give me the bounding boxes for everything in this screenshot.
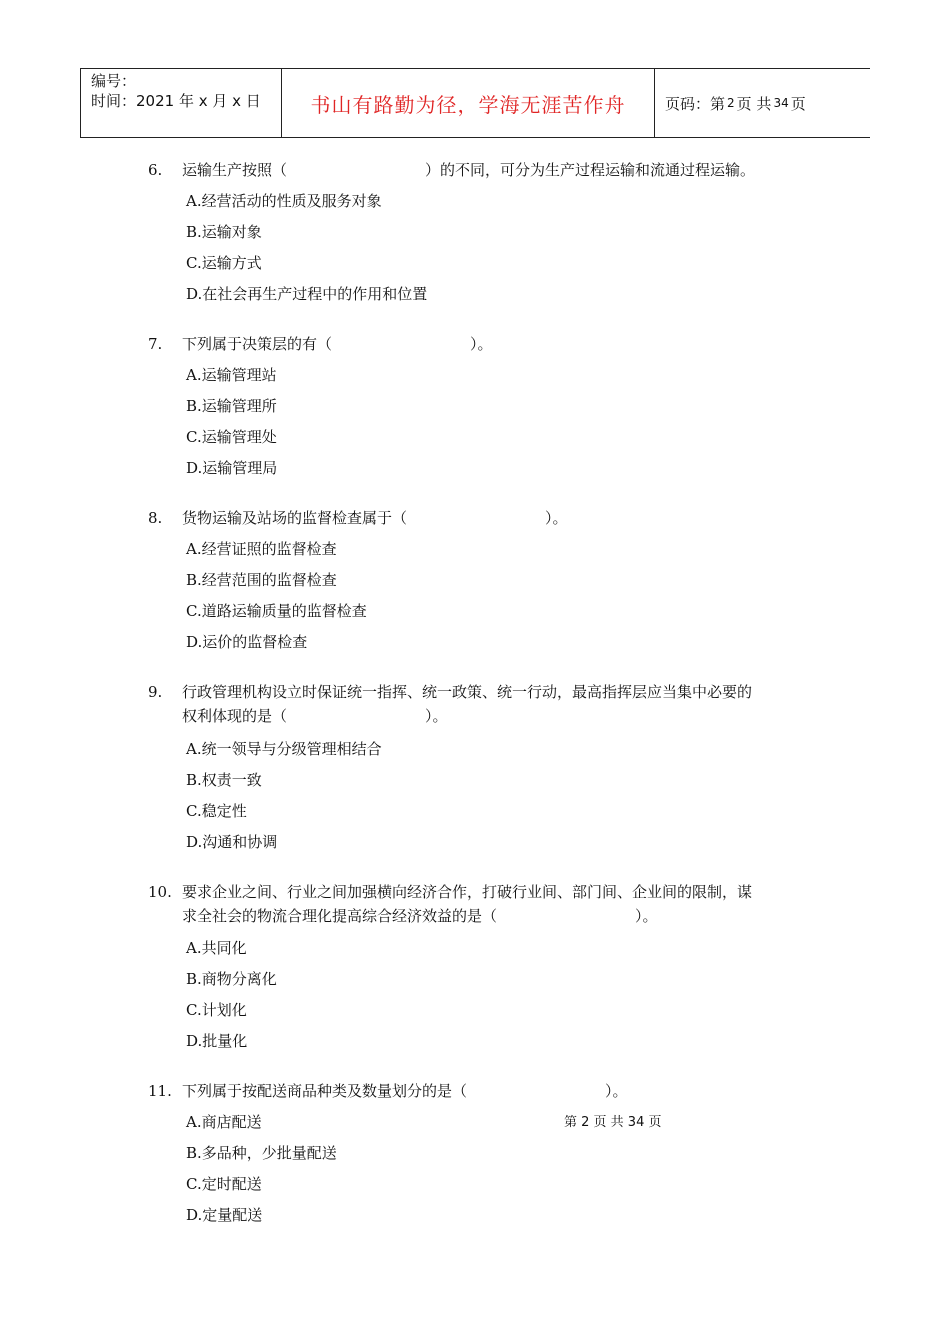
page-header: [80, 68, 870, 138]
question-number: 11.: [148, 1082, 172, 1100]
option-d: [186, 457, 277, 479]
option-c: [186, 252, 262, 274]
option-letter: C.: [186, 1175, 202, 1193]
question-7: [148, 332, 828, 356]
time-label: 时间：2021 年 x 月 x 日: [91, 92, 261, 110]
question-text: 行政管理机构设立时保证统一指挥、统一政策、统一行动，最高指挥层应当集中必要的 权利体现的是（ ）。: [182, 683, 753, 725]
question-number: 10.: [148, 883, 172, 901]
code-label: 编号：: [91, 72, 137, 90]
option-letter: A.: [186, 740, 202, 758]
option-b: [186, 1142, 337, 1164]
option-letter: C.: [186, 802, 202, 820]
option-text: 定时配送: [201, 1175, 262, 1193]
motto: 书山有路勤为径，学海无涯苦作舟: [310, 92, 626, 117]
option-b: [186, 569, 337, 591]
header-motto-cell: [282, 69, 655, 137]
option-text: 经营范围的监督检查: [201, 571, 337, 589]
option-c: [186, 999, 247, 1021]
option-b: [186, 221, 262, 243]
option-d: [186, 831, 277, 853]
header-page-cell: [655, 69, 870, 137]
option-text: 计划化: [201, 1001, 247, 1019]
option-text: 运输管理所: [201, 397, 277, 415]
question-text: 运输生产按照（ ）的不同，可分为生产过程运输和流通过程运输。: [182, 161, 756, 179]
option-letter: D.: [186, 1032, 203, 1050]
page-prefix: 页码：第: [665, 94, 726, 113]
option-text: 运输对象: [201, 223, 262, 241]
question-10: [148, 880, 828, 928]
option-a: [186, 937, 247, 959]
option-text: 沟通和协调: [202, 833, 278, 851]
option-a: [186, 738, 382, 760]
option-letter: D.: [186, 1206, 203, 1224]
option-text: 批量化: [202, 1032, 248, 1050]
option-a: [186, 1111, 262, 1133]
option-text: 权责一致: [201, 771, 262, 789]
page-number: 2: [727, 96, 735, 110]
option-letter: D.: [186, 633, 203, 651]
option-letter: A.: [186, 540, 202, 558]
question-number: 8.: [148, 509, 163, 527]
question-text: 下列属于决策层的有（ ）。: [182, 335, 493, 353]
option-d: [186, 283, 427, 305]
question-number: 6.: [148, 161, 163, 179]
option-a: [186, 538, 337, 560]
option-d: [186, 631, 307, 653]
option-letter: B.: [186, 397, 202, 415]
option-a: [186, 190, 382, 212]
option-d: [186, 1030, 247, 1052]
option-text: 运价的监督检查: [202, 633, 308, 651]
option-letter: A.: [186, 192, 202, 210]
question-6: [148, 158, 828, 182]
option-text: 经营证照的监督检查: [201, 540, 337, 558]
option-text: 商店配送: [201, 1113, 262, 1131]
option-letter: B.: [186, 223, 202, 241]
option-text: 经营活动的性质及服务对象: [201, 192, 382, 210]
option-letter: A.: [186, 366, 202, 384]
page-total: 34: [773, 96, 789, 110]
option-letter: B.: [186, 970, 202, 988]
question-text: 货物运输及站场的监督检查属于（ ）。: [182, 509, 568, 527]
option-b: [186, 769, 262, 791]
option-text: 稳定性: [201, 802, 247, 820]
option-c: [186, 426, 277, 448]
option-a: [186, 364, 277, 386]
option-text: 定量配送: [202, 1206, 263, 1224]
option-b: [186, 395, 277, 417]
option-c: [186, 600, 367, 622]
option-text: 运输管理站: [201, 366, 277, 384]
option-c: [186, 800, 247, 822]
question-8: [148, 506, 828, 530]
question-text: 下列属于按配送商品种类及数量划分的是（ ）。: [182, 1082, 628, 1100]
option-text: 运输方式: [201, 254, 262, 272]
option-letter: D.: [186, 285, 203, 303]
option-letter: C.: [186, 428, 202, 446]
question-11: [148, 1079, 828, 1103]
page-footer: 第 2 页 共 34 页: [564, 1115, 662, 1130]
option-text: 统一领导与分级管理相结合: [201, 740, 382, 758]
option-text: 道路运输质量的监督检查: [201, 602, 367, 620]
option-letter: A.: [186, 1113, 202, 1131]
option-letter: C.: [186, 602, 202, 620]
option-text: 在社会再生产过程中的作用和位置: [202, 285, 428, 303]
page-suffix: 页: [790, 94, 806, 113]
option-letter: B.: [186, 1144, 202, 1162]
option-c: [186, 1173, 262, 1195]
option-text: 运输管理处: [201, 428, 277, 446]
question-9: [148, 680, 828, 728]
option-letter: B.: [186, 571, 202, 589]
option-text: 共同化: [201, 939, 247, 957]
option-letter: A.: [186, 939, 202, 957]
option-letter: C.: [186, 1001, 202, 1019]
option-b: [186, 968, 277, 990]
question-number: 7.: [148, 335, 163, 353]
option-letter: C.: [186, 254, 202, 272]
question-text: 要求企业之间、行业之间加强横向经济合作，打破行业间、部门间、企业间的限制，谋 求全社会的物流合理化提高综合经济效益的是（ ）。: [182, 883, 753, 925]
option-text: 运输管理局: [202, 459, 278, 477]
page-mid: 页 共: [736, 94, 772, 113]
header-info-cell: [80, 69, 282, 137]
option-d: [186, 1204, 262, 1226]
option-letter: D.: [186, 459, 203, 477]
option-letter: B.: [186, 771, 202, 789]
option-text: 多品种，少批量配送: [201, 1144, 337, 1162]
option-text: 商物分离化: [201, 970, 277, 988]
question-number: 9.: [148, 683, 163, 701]
option-letter: D.: [186, 833, 203, 851]
